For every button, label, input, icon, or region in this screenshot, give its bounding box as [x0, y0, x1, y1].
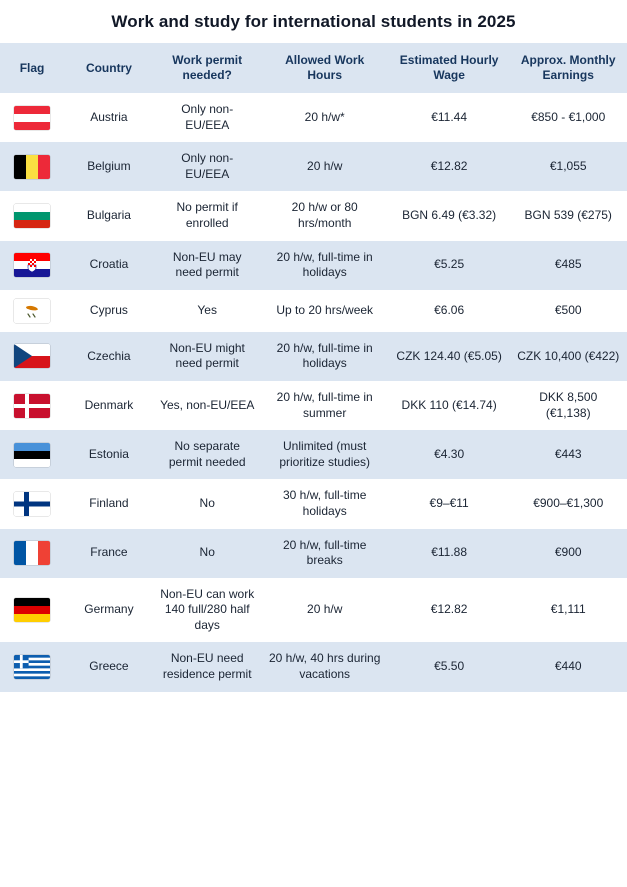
table-body [0, 93, 627, 692]
cell-earnings: €850 - €1,000 [509, 93, 627, 142]
cell-flag [0, 142, 64, 191]
cell-country: Greece [64, 642, 154, 691]
cell-earnings: €900–€1,300 [509, 479, 627, 528]
flag-germany-icon [14, 598, 50, 622]
cell-wage: €12.82 [389, 578, 510, 643]
column-header-earnings: Approx. Monthly Earnings [509, 43, 627, 93]
cell-wage: €9–€11 [389, 479, 510, 528]
cell-country: Germany [64, 578, 154, 643]
cell-wage: €11.88 [389, 529, 510, 578]
cell-earnings: €500 [509, 290, 627, 332]
cell-permit: No [154, 529, 261, 578]
column-header-flag: Flag [0, 43, 64, 93]
flag-croatia-icon [14, 253, 50, 277]
cell-country: France [64, 529, 154, 578]
column-header-country: Country [64, 43, 154, 93]
cell-permit: Only non-EU/EEA [154, 93, 261, 142]
cell-permit: Non-EU may need permit [154, 241, 261, 290]
cell-flag [0, 642, 64, 691]
cell-wage: DKK 110 (€14.74) [389, 381, 510, 430]
flag-bulgaria-icon [14, 204, 50, 228]
cell-wage: €6.06 [389, 290, 510, 332]
column-header-hours: Allowed Work Hours [261, 43, 389, 93]
cell-earnings: €900 [509, 529, 627, 578]
table-row [0, 529, 627, 578]
table-row [0, 430, 627, 479]
page-title: Work and study for international students in 2025 [111, 12, 516, 31]
cell-earnings: €1,055 [509, 142, 627, 191]
column-header-wage: Estimated Hourly Wage [389, 43, 510, 93]
flag-belgium-icon [14, 155, 50, 179]
table-row [0, 578, 627, 643]
cell-permit: Non-EU need residence permit [154, 642, 261, 691]
cell-permit: Non-EU can work 140 full/280 half days [154, 578, 261, 643]
cell-hours: 20 h/w [261, 142, 389, 191]
cell-earnings: €485 [509, 241, 627, 290]
cell-wage: CZK 124.40 (€5.05) [389, 332, 510, 381]
cell-flag [0, 479, 64, 528]
cell-wage: €12.82 [389, 142, 510, 191]
table-header [0, 43, 627, 93]
cell-wage: €5.25 [389, 241, 510, 290]
cell-hours: 20 h/w* [261, 93, 389, 142]
cell-permit: Yes [154, 290, 261, 332]
cell-earnings: €443 [509, 430, 627, 479]
flag-france-icon [14, 541, 50, 565]
table-row [0, 332, 627, 381]
cell-country: Czechia [64, 332, 154, 381]
cell-hours: Unlimited (must prioritize studies) [261, 430, 389, 479]
cell-earnings: €1,111 [509, 578, 627, 643]
cell-flag [0, 529, 64, 578]
cell-wage: €5.50 [389, 642, 510, 691]
work-study-table [0, 43, 627, 692]
cell-permit: Only non-EU/EEA [154, 142, 261, 191]
table-row [0, 479, 627, 528]
cell-country: Bulgaria [64, 191, 154, 240]
cell-hours: 20 h/w, 40 hrs during vacations [261, 642, 389, 691]
cell-permit: No permit if enrolled [154, 191, 261, 240]
cell-hours: 20 h/w, full-time in summer [261, 381, 389, 430]
cell-hours: 20 h/w, full-time in holidays [261, 332, 389, 381]
flag-finland-icon [14, 492, 50, 516]
cell-flag [0, 578, 64, 643]
table-row [0, 241, 627, 290]
cell-flag [0, 93, 64, 142]
cell-flag [0, 332, 64, 381]
cell-wage: BGN 6.49 (€3.32) [389, 191, 510, 240]
cell-wage: €4.30 [389, 430, 510, 479]
cell-country: Croatia [64, 241, 154, 290]
table-row [0, 290, 627, 332]
cell-permit: No [154, 479, 261, 528]
cell-hours: 20 h/w [261, 578, 389, 643]
cell-country: Estonia [64, 430, 154, 479]
flag-czechia-icon [14, 344, 50, 368]
flag-cyprus-icon [14, 299, 50, 323]
cell-hours: 30 h/w, full-time holidays [261, 479, 389, 528]
cell-earnings: €440 [509, 642, 627, 691]
table-row [0, 642, 627, 691]
cell-country: Finland [64, 479, 154, 528]
cell-permit: Yes, non-EU/EEA [154, 381, 261, 430]
cell-earnings: BGN 539 (€275) [509, 191, 627, 240]
cell-hours: 20 h/w or 80 hrs/month [261, 191, 389, 240]
cell-hours: 20 h/w, full-time in holidays [261, 241, 389, 290]
cell-flag [0, 191, 64, 240]
cell-country: Austria [64, 93, 154, 142]
table-header-row [0, 43, 627, 93]
cell-flag [0, 381, 64, 430]
cell-country: Cyprus [64, 290, 154, 332]
cell-flag [0, 430, 64, 479]
flag-greece-icon [14, 655, 50, 679]
table-row [0, 191, 627, 240]
table-row [0, 93, 627, 142]
cell-earnings: DKK 8,500 (€1,138) [509, 381, 627, 430]
column-header-permit: Work permit needed? [154, 43, 261, 93]
cell-permit: Non-EU might need permit [154, 332, 261, 381]
cell-country: Denmark [64, 381, 154, 430]
cell-hours: 20 h/w, full-time breaks [261, 529, 389, 578]
flag-austria-icon [14, 106, 50, 130]
flag-denmark-icon [14, 394, 50, 418]
cell-country: Belgium [64, 142, 154, 191]
flag-estonia-icon [14, 443, 50, 467]
cell-permit: No separate permit needed [154, 430, 261, 479]
cell-earnings: CZK 10,400 (€422) [509, 332, 627, 381]
table-row [0, 142, 627, 191]
cell-wage: €11.44 [389, 93, 510, 142]
table-row [0, 381, 627, 430]
cell-flag [0, 241, 64, 290]
cell-flag [0, 290, 64, 332]
cell-hours: Up to 20 hrs/week [261, 290, 389, 332]
